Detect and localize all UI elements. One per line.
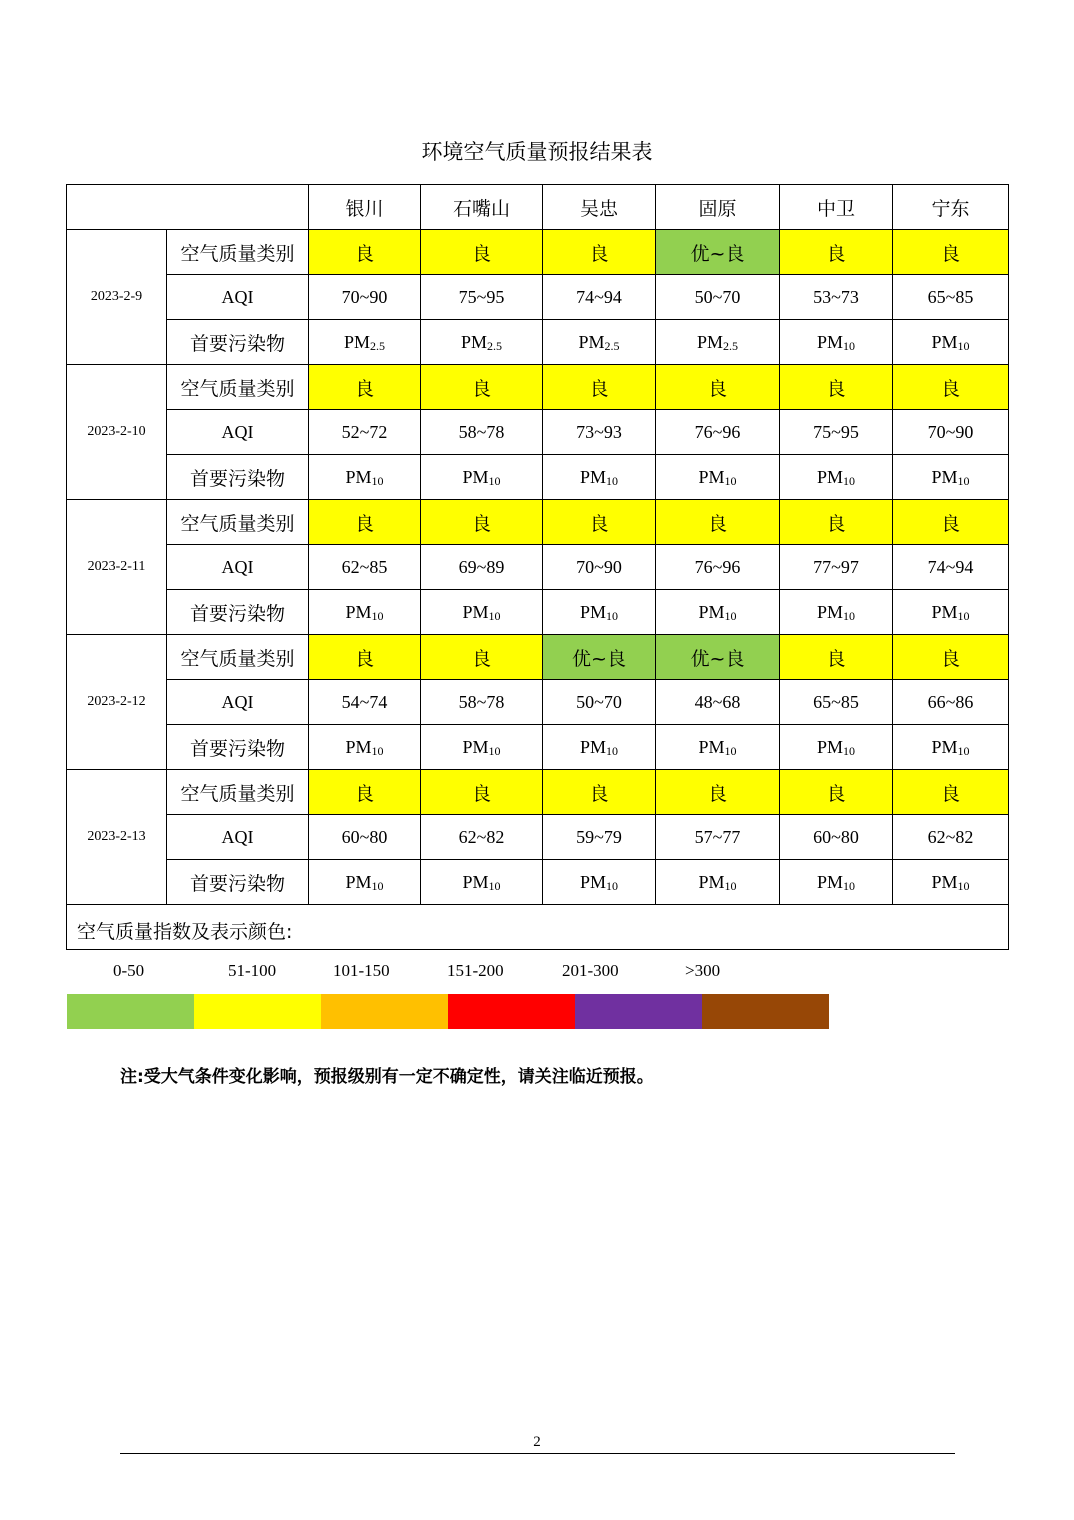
forecast-date: 2023-2-11 <box>67 500 167 635</box>
pollutant-cell: $PM_{10}$ <box>656 590 780 635</box>
page-title: 环境空气质量预报结果表 <box>421 140 653 164</box>
pollutant-cell: $PM_{10}$ <box>780 725 893 770</box>
aqi-cell: 75~95 <box>421 275 543 320</box>
aqi-row <box>67 410 1009 455</box>
city-header: 宁东 <box>893 185 1009 230</box>
category-cell: 良 <box>309 365 421 410</box>
pollutant-cell: $PM_{10}$ <box>893 860 1009 905</box>
row-label-aqi: AQI <box>167 815 309 860</box>
pollutant-row <box>67 455 1009 500</box>
legend-color-swatch <box>448 994 575 1029</box>
pollutant-cell: $PM_{10}$ <box>543 725 656 770</box>
row-label-aqi: AQI <box>167 545 309 590</box>
aqi-cell: 65~85 <box>893 275 1009 320</box>
pollutant-cell: $PM_{10}$ <box>656 455 780 500</box>
aqi-cell: 50~70 <box>656 275 780 320</box>
category-cell: 良 <box>421 365 543 410</box>
forecast-date: 2023-2-10 <box>67 365 167 500</box>
category-cell: 良 <box>309 635 421 680</box>
category-cell: 良 <box>543 500 656 545</box>
category-row <box>67 770 1009 815</box>
forecast-date: 2023-2-13 <box>67 770 167 905</box>
category-cell: 良 <box>543 365 656 410</box>
row-label-aqi: AQI <box>167 680 309 725</box>
row-label-pollutant: 首要污染物 <box>167 725 309 770</box>
row-label-pollutant: 首要污染物 <box>167 320 309 365</box>
forecast-date: 2023-2-12 <box>67 635 167 770</box>
aqi-cell: 76~96 <box>656 410 780 455</box>
city-header: 吴忠 <box>543 185 656 230</box>
aqi-row <box>67 275 1009 320</box>
pollutant-cell: $PM_{10}$ <box>656 860 780 905</box>
row-label-category: 空气质量类别 <box>167 500 309 545</box>
category-cell: 良 <box>893 230 1009 275</box>
aqi-cell: 66~86 <box>893 680 1009 725</box>
pollutant-row <box>67 860 1009 905</box>
legend-range-label: 201-300 <box>562 961 619 980</box>
pollutant-cell: $PM_{10}$ <box>543 455 656 500</box>
category-cell: 良 <box>780 635 893 680</box>
aqi-cell: 70~90 <box>893 410 1009 455</box>
category-cell: 良 <box>893 770 1009 815</box>
category-cell: 优~良 <box>656 230 780 275</box>
category-cell: 良 <box>421 770 543 815</box>
legend-color-swatch <box>67 994 194 1029</box>
pollutant-row <box>67 725 1009 770</box>
category-cell: 良 <box>893 365 1009 410</box>
aqi-cell: 76~96 <box>656 545 780 590</box>
aqi-cell: 62~82 <box>893 815 1009 860</box>
pollutant-cell: $PM_{10}$ <box>893 590 1009 635</box>
aqi-row <box>67 815 1009 860</box>
page-number: 2 <box>533 1434 541 1450</box>
legend-color-swatch <box>194 994 321 1029</box>
aqi-cell: 69~89 <box>421 545 543 590</box>
row-label-category: 空气质量类别 <box>167 230 309 275</box>
pollutant-cell: $PM_{10}$ <box>421 725 543 770</box>
pollutant-cell: $PM_{10}$ <box>780 320 893 365</box>
row-label-aqi: AQI <box>167 275 309 320</box>
category-cell: 良 <box>893 635 1009 680</box>
category-cell: 良 <box>656 500 780 545</box>
aqi-cell: 62~85 <box>309 545 421 590</box>
aqi-row <box>67 680 1009 725</box>
legend-color-swatch <box>702 994 829 1029</box>
aqi-cell: 62~82 <box>421 815 543 860</box>
pollutant-cell: $PM_{10}$ <box>780 590 893 635</box>
category-cell: 良 <box>309 770 421 815</box>
category-cell: 优~良 <box>543 635 656 680</box>
category-cell: 良 <box>780 365 893 410</box>
legend-row <box>67 905 1009 950</box>
aqi-cell: 73~93 <box>543 410 656 455</box>
category-cell: 良 <box>780 770 893 815</box>
aqi-cell: 52~72 <box>309 410 421 455</box>
row-label-pollutant: 首要污染物 <box>167 860 309 905</box>
row-label-category: 空气质量类别 <box>167 770 309 815</box>
pollutant-cell: $PM_{10}$ <box>543 860 656 905</box>
pollutant-cell: $PM_{2.5}$ <box>656 320 780 365</box>
pollutant-row <box>67 320 1009 365</box>
pollutant-cell: $PM_{2.5}$ <box>543 320 656 365</box>
pollutant-cell: $PM_{10}$ <box>780 455 893 500</box>
category-cell: 良 <box>893 500 1009 545</box>
row-label-pollutant: 首要污染物 <box>167 455 309 500</box>
aqi-cell: 74~94 <box>543 275 656 320</box>
legend-color-swatch <box>321 994 448 1029</box>
aqi-legend <box>67 905 1009 980</box>
category-cell: 优~良 <box>656 635 780 680</box>
forecast-table <box>66 184 1009 980</box>
pollutant-cell: $PM_{10}$ <box>543 590 656 635</box>
forecast-date: 2023-2-9 <box>67 230 167 365</box>
category-cell: 良 <box>780 500 893 545</box>
aqi-cell: 70~90 <box>309 275 421 320</box>
category-cell: 良 <box>309 500 421 545</box>
aqi-cell: 58~78 <box>421 680 543 725</box>
category-cell: 良 <box>309 230 421 275</box>
aqi-cell: 50~70 <box>543 680 656 725</box>
header-corner-cell <box>67 185 309 230</box>
aqi-cell: 57~77 <box>656 815 780 860</box>
pollutant-cell: $PM_{10}$ <box>309 860 421 905</box>
footer-rule <box>120 1453 955 1454</box>
category-cell: 良 <box>421 500 543 545</box>
category-cell: 良 <box>780 230 893 275</box>
pollutant-row <box>67 590 1009 635</box>
pollutant-cell: $PM_{10}$ <box>656 725 780 770</box>
legend-range-label: 0-50 <box>113 961 145 980</box>
aqi-cell: 70~90 <box>543 545 656 590</box>
row-label-category: 空气质量类别 <box>167 365 309 410</box>
aqi-cell: 59~79 <box>543 815 656 860</box>
row-label-category: 空气质量类别 <box>167 635 309 680</box>
aqi-row <box>67 545 1009 590</box>
pollutant-cell: $PM_{2.5}$ <box>309 320 421 365</box>
pollutant-cell: $PM_{10}$ <box>421 455 543 500</box>
city-header: 银川 <box>309 185 421 230</box>
category-cell: 良 <box>656 365 780 410</box>
pollutant-cell: $PM_{10}$ <box>421 590 543 635</box>
category-row <box>67 365 1009 410</box>
pollutant-cell: $PM_{10}$ <box>893 725 1009 770</box>
category-cell: 良 <box>543 230 656 275</box>
legend-range-label: 51-100 <box>228 961 277 980</box>
pollutant-cell: $PM_{2.5}$ <box>421 320 543 365</box>
pollutant-cell: $PM_{10}$ <box>309 455 421 500</box>
legend-range-label: >300 <box>685 961 721 980</box>
aqi-cell: 58~78 <box>421 410 543 455</box>
category-cell: 良 <box>543 770 656 815</box>
legend-range-label: 151-200 <box>447 961 504 980</box>
aqi-cell: 53~73 <box>780 275 893 320</box>
category-row <box>67 635 1009 680</box>
pollutant-cell: $PM_{10}$ <box>893 455 1009 500</box>
aqi-cell: 77~97 <box>780 545 893 590</box>
legend-range-label: 101-150 <box>333 961 390 980</box>
city-header: 中卫 <box>780 185 893 230</box>
pollutant-cell: $PM_{10}$ <box>309 725 421 770</box>
pollutant-cell: $PM_{10}$ <box>780 860 893 905</box>
legend-title: 空气质量指数及表示颜色: <box>77 921 293 943</box>
header-row <box>67 185 1009 230</box>
legend-color-swatch <box>575 994 702 1029</box>
aqi-cell: 65~85 <box>780 680 893 725</box>
aqi-cell: 60~80 <box>780 815 893 860</box>
category-cell: 良 <box>421 635 543 680</box>
aqi-cell: 54~74 <box>309 680 421 725</box>
pollutant-cell: $PM_{10}$ <box>421 860 543 905</box>
aqi-cell: 60~80 <box>309 815 421 860</box>
category-row <box>67 500 1009 545</box>
city-header: 固原 <box>656 185 780 230</box>
category-cell: 良 <box>656 770 780 815</box>
aqi-cell: 48~68 <box>656 680 780 725</box>
city-header: 石嘴山 <box>421 185 543 230</box>
row-label-pollutant: 首要污染物 <box>167 590 309 635</box>
forecast-note: 注:受大气条件变化影响，预报级别有一定不确定性，请关注临近预报。 <box>120 1067 654 1087</box>
aqi-cell: 75~95 <box>780 410 893 455</box>
row-label-aqi: AQI <box>167 410 309 455</box>
category-cell: 良 <box>421 230 543 275</box>
pollutant-cell: $PM_{10}$ <box>309 590 421 635</box>
aqi-cell: 74~94 <box>893 545 1009 590</box>
category-row <box>67 230 1009 275</box>
pollutant-cell: $PM_{10}$ <box>893 320 1009 365</box>
